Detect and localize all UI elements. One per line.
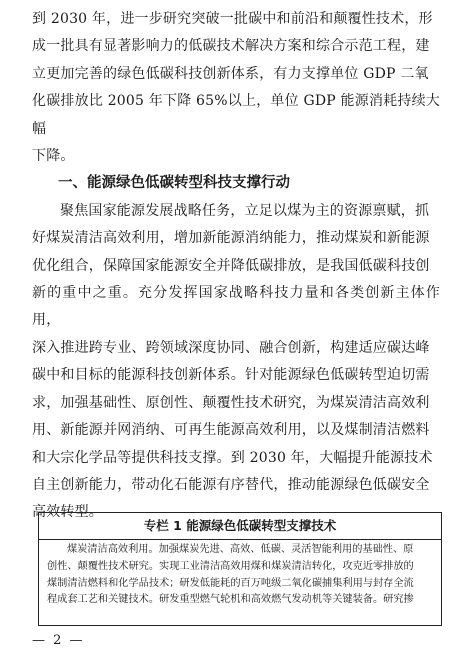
text-line: 深入推进跨专业、跨领域深度协同、融合创新，构建适应碳达峰 <box>32 339 430 356</box>
text-line: 化碳排放比 2005 年下降 65%以上，单位 GDP 能源消耗持续大幅 <box>32 93 440 137</box>
page-number: — 2 — <box>32 633 85 648</box>
text-line: 立更加完善的绿色低碳科技创新体系，有力支撑单位 GDP 二氧 <box>32 65 429 82</box>
text-line: 聚焦国家能源发展战略任务，立足以煤为主的资源禀赋，抓 <box>60 202 430 219</box>
text-line: 好煤炭清洁高效利用，增加新能源消纳能力，推动煤炭和新能源 <box>32 230 430 247</box>
box-line: 创性、颠覆性技术研究。实现工业清洁高效用煤和煤炭清洁转化，攻克近零排放的 <box>47 560 414 572</box>
text-line: 碳中和目标的能源科技创新体系。针对能源绿色低碳转型迫切需 <box>32 367 430 384</box>
section-heading: 一、能源绿色低碳转型科技支撑行动 <box>58 175 290 192</box>
text-line: 自主创新能力，带动化石能源有序替代，推动能源绿色低碳安全 <box>32 476 430 493</box>
document-page <box>32 6 440 527</box>
paragraph-continuation <box>32 6 440 170</box>
text-line: 到 2030 年，进一步研究突破一批碳中和前沿和颠覆性技术，形 <box>32 11 433 27</box>
paragraph-main <box>32 198 440 527</box>
text-line: 用、新能源并网消纳、可再生能源高效利用，以及煤制清洁燃料 <box>32 422 430 439</box>
text-line: 成一批具有显著影响力的低碳技术解决方案和综合示范工程，建 <box>32 38 430 55</box>
text-line: 求，加强基础性、原创性、颠覆性技术研究，为煤炭清洁高效利 <box>32 394 430 411</box>
column-box <box>38 512 442 626</box>
box-body <box>39 540 441 626</box>
box-line: 程成套工艺和关键技术。研发重型燃气轮机和高效燃气发动机等关键装备。研究掺 <box>47 594 414 606</box>
text-line: 新的重中之重。充分发挥国家战略科技力量和各类创新主体作用， <box>32 285 440 329</box>
text-line: 和大宗化学品等提供科技支撑。到 2030 年，大幅提升能源技术 <box>32 449 433 466</box>
box-line: 煤制清洁燃料和化学品技术；研发低能耗的百万吨级二氧化碳捕集利用与封存全流 <box>47 577 414 589</box>
text-line: 高效转型。 <box>32 504 103 521</box>
box-title: 专栏 1 能源绿色低碳转型支撑技术 <box>39 513 441 540</box>
text-line: 下降。 <box>32 148 75 165</box>
box-line: 煤炭清洁高效利用。加强煤炭先进、高效、低碳、灵活智能利用的基础性、原 <box>67 544 414 555</box>
text-line: 优化组合，保障国家能源安全并降低碳排放，是我国低碳科技创 <box>32 257 430 274</box>
